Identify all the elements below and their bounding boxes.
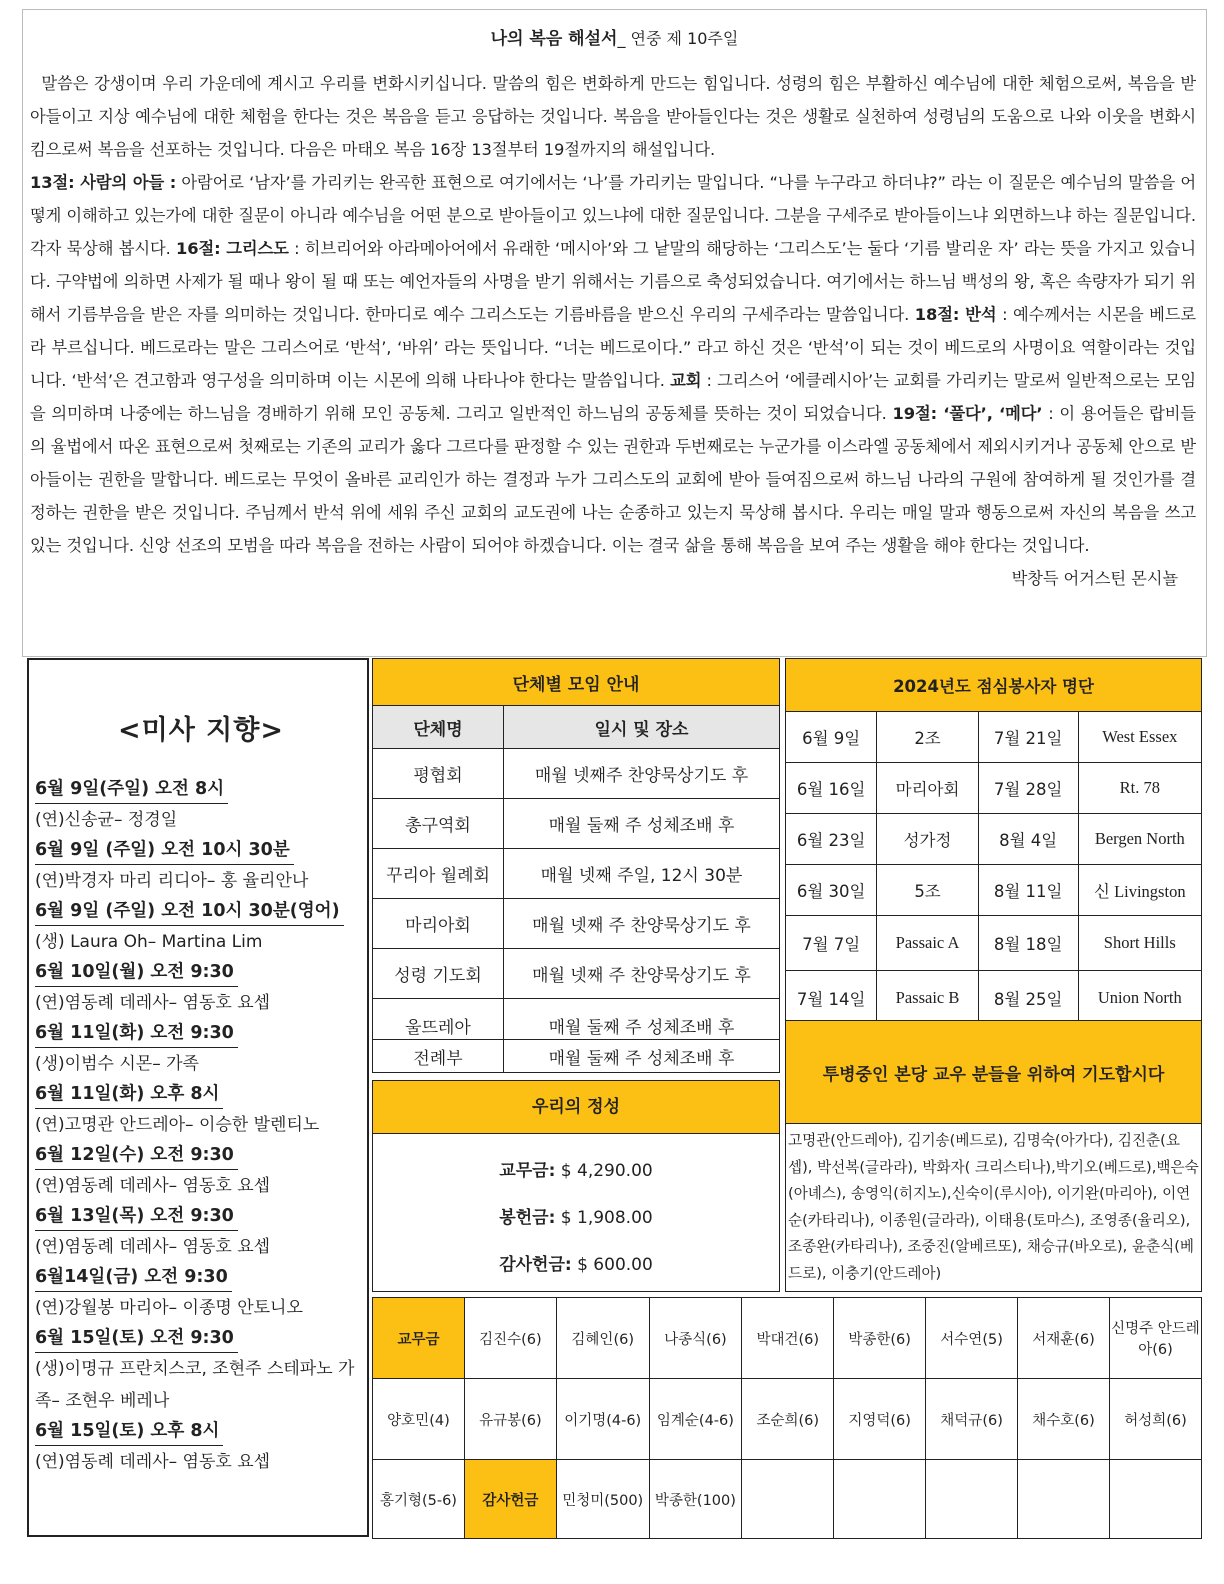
group-name: 총구역회 xyxy=(373,799,504,849)
mass-date: 6월 9일 (주일) 오전 10시 30분(영어) xyxy=(35,897,344,926)
donor-cell: 지영덕(6) xyxy=(834,1379,926,1460)
donor-cell xyxy=(926,1460,1018,1539)
offering-title: 우리의 정성 xyxy=(373,1081,779,1134)
group-row xyxy=(373,999,780,1040)
offering-amount: $ 600.00 xyxy=(571,1255,653,1275)
church-label: 교회 xyxy=(670,371,702,390)
offering-line xyxy=(373,1156,779,1181)
mass-intention: (생)이범수 시몬– 가족 xyxy=(35,1054,199,1074)
mass-intention: (연)염동례 데레사– 염동호 요셉 xyxy=(35,1237,271,1257)
lunch-cell: 7월 7일 xyxy=(786,916,877,971)
lunch-row xyxy=(786,763,1202,814)
donor-cell: 채덕규(6) xyxy=(926,1379,1018,1460)
mass-entry xyxy=(35,1324,367,1417)
donor-cell xyxy=(1018,1460,1110,1539)
group-name: 전례부 xyxy=(373,1040,504,1073)
offering-label: 교무금: xyxy=(499,1161,556,1181)
offering-label: 감사헌금: xyxy=(499,1255,572,1275)
mass-entry xyxy=(35,1202,367,1263)
group-row xyxy=(373,749,780,799)
lunch-cell: 7월 14일 xyxy=(786,971,877,1026)
group-name: 꾸리아 월례회 xyxy=(373,849,504,899)
mass-entry xyxy=(35,1080,367,1141)
verse-16-text: : 히브리어와 아라메아어에서 유래한 ‘메시아’와 그 낱말의 해당하는 ‘그리스도’는 둘다 ‘기름 발리운 자’ 라는 뜻을 가지고 있습니다. 구약법에 의하면 사제가 될 때나 왕이 될 때 또는 예언자들의 사명을 받기 위해서는 기름으로 축성되었습니다. 여기에서는 하느님 백성의 왕, 혹은 속량자가 되기 위해서 기름부음을 받은 자를 의미하는 것입니다. 한마디로 예수 그리스도는 기름바름을 받으신 우리의 구세주라는 말씀입니다. xyxy=(30,239,1196,324)
lunch-cell: Passaic A xyxy=(877,916,978,971)
group-time: 매월 넷째 주 찬양묵상기도 후 xyxy=(504,949,780,999)
donor-cell: 박종한(6) xyxy=(834,1298,926,1379)
lunch-cell: Passaic B xyxy=(877,971,978,1026)
verse-19-label: 19절: ‘풀다’, ‘메다’ xyxy=(892,404,1043,423)
donor-cell: 허성희(6) xyxy=(1109,1379,1201,1460)
mass-entry xyxy=(35,897,367,958)
mass-date: 6월 11일(화) 오후 8시 xyxy=(35,1080,223,1109)
group-time: 매월 넷째주 찬양묵상기도 후 xyxy=(504,749,780,799)
mass-intention: (연)강월봉 마리아– 이종명 안토니오 xyxy=(35,1298,303,1318)
donor-cell: 나종식(6) xyxy=(649,1298,742,1379)
lunch-cell: 7월 21일 xyxy=(978,712,1078,763)
mass-entry xyxy=(35,1263,367,1324)
mass-entry xyxy=(35,1019,367,1080)
donor-cell: 박대건(6) xyxy=(742,1298,834,1379)
verse-13-text: 아람어로 ‘남자’를 가리키는 완곡한 표현으로 여기에서는 ‘나’를 가리키는 말입니다. “나를 누구라고 하더냐?” 라는 이 질문은 예수님의 말씀을 어떻게 이해하고 있는가에 대한 질문이 아니라 예수님을 어떤 분으로 받아들이고 있느냐에 대한 질문입니다. 그분을 구세주로 받아들이느냐 외면하느냐 하는 질문입니다. 각자 묵상해 봅시다. xyxy=(30,173,1196,258)
commentary-title-line xyxy=(23,24,1206,49)
donor-category-label: 감사헌금 xyxy=(464,1460,556,1539)
mass-date: 6월 15일(토) 오전 9:30 xyxy=(35,1324,238,1353)
prayer-title: 투병중인 본당 교우 분들을 위하여 기도합시다 xyxy=(786,1021,1201,1124)
mass-intention: (연)염동례 데레사– 염동호 요셉 xyxy=(35,1452,271,1472)
commentary-verses xyxy=(30,166,1197,588)
donor-cell xyxy=(742,1460,834,1539)
lunch-cell: 6월 16일 xyxy=(786,763,877,814)
mass-date: 6월 9일 (주일) 오전 10시 30분 xyxy=(35,836,294,865)
donor-cell: 홍기형(5-6) xyxy=(373,1460,465,1539)
offering-box xyxy=(372,1080,780,1292)
lunch-cell: 신 Livingston xyxy=(1078,865,1201,916)
verse-13-label: 13절: 사람의 아들 : xyxy=(30,173,177,192)
offering-lines xyxy=(373,1156,779,1275)
commentary-body xyxy=(30,67,1197,588)
mass-date: 6월 15일(토) 오후 8시 xyxy=(35,1417,223,1446)
verse-19-text: : 이 용어들은 랍비들의 율법에서 따온 표현으로써 첫째로는 기존의 교리가 옳다 그르다를 판정할 수 있는 권한과 두번째로는 누군가를 이스라엘 공동체에서 제외시키거나 공동체 안으로 받아들이는 권한을 말합니다. 베드로는 무엇이 올바른 교리인가 하는 결정과 누가 그리스도의 교회에 받아 들여짐으로써 하느님 나라의 구원에 참여하게 될 것인가를 결정하는 권한을 받은 것입니다. 주님께서 반석 위에 세워 주신 교회의 교도권에 나는 순종하고 있는지 묵상해 봅시다. 우리는 매일 말과 행동으로써 자신의 복음을 쓰고 있는 것입니다. 신앙 선조의 모범을 따라 복음을 전하는 사람이 되어야 하겠습니다. 이는 결국 삶을 통해 복음을 보여 주는 생활을 해야 한다는 것입니다. xyxy=(30,404,1196,555)
commentary-title: 나의 복음 해설서 xyxy=(490,29,618,49)
lunch-cell: 6월 9일 xyxy=(786,712,877,763)
donor-cell: 유규봉(6) xyxy=(464,1379,556,1460)
donor-cell: 조순희(6) xyxy=(742,1379,834,1460)
mass-entry xyxy=(35,1141,367,1202)
mass-intention: (연)염동례 데레사– 염동호 요셉 xyxy=(35,993,271,1013)
offering-line xyxy=(373,1203,779,1228)
lunch-cell: 6월 23일 xyxy=(786,814,877,865)
mass-entry xyxy=(35,1417,367,1478)
donor-cell: 박종한(100) xyxy=(649,1460,742,1539)
group-name: 울뜨레아 xyxy=(373,999,504,1040)
mass-title: <미사 지향> xyxy=(118,715,284,746)
commentary-subtitle: _ 연중 제 10주일 xyxy=(617,29,739,48)
donor-cell: 김진수(6) xyxy=(464,1298,556,1379)
group-name: 성령 기도회 xyxy=(373,949,504,999)
lunch-cell: Rt. 78 xyxy=(1078,763,1201,814)
group-time: 매월 둘째 주 성체조배 후 xyxy=(504,799,780,849)
lunch-row xyxy=(786,865,1202,916)
gospel-commentary xyxy=(22,9,1207,657)
verse-18-text: : 예수께서는 시몬을 베드로라 부르십니다. 베드로라는 말은 그리스어로 ‘반석’, ‘바위’ 라는 뜻입니다. “너는 베드로이다.” 라고 하신 것은 ‘반석’이 되는 것이 베드로의 사명이요 역할이라는 것입니다. ‘반석’은 견고함과 영구성을 의미하며 이는 시몬에 의해 나타나야 한다는 말씀입니다. xyxy=(30,305,1197,390)
mass-intention: (연)신송균– 정경일 xyxy=(35,810,178,830)
group-meetings-table xyxy=(372,658,780,1073)
lunch-row xyxy=(786,916,1202,971)
groups-body xyxy=(373,749,780,1073)
donor-cell: 서수연(5) xyxy=(926,1298,1018,1379)
lunch-title: 2024년도 점심봉사자 명단 xyxy=(786,659,1202,712)
offering-amount: $ 4,290.00 xyxy=(555,1161,653,1181)
lunch-cell: 5조 xyxy=(877,865,978,916)
mass-intention: (연)박경자 마리 리디아– 홍 율리안나 xyxy=(35,871,309,891)
mass-intention: (생)이명규 프란치스코, 조현주 스테파노 가족– 조현우 베레나 xyxy=(35,1359,355,1411)
donor-row xyxy=(373,1379,1202,1460)
group-time: 매월 넷째 주일, 12시 30분 xyxy=(504,849,780,899)
offering-label: 봉헌금: xyxy=(499,1208,556,1228)
lunch-cell: 8월 4일 xyxy=(978,814,1078,865)
groups-col-name: 단체명 xyxy=(373,706,504,749)
church-text: : 그리스어 ‘에클레시아’는 교회를 가리키는 말로써 일반적으로는 모임을 의미하며 나중에는 하느님을 경배하기 위해 모인 공동체. 그리고 일반적인 하느님의 공동체를 뜻하는 것이 되었습니다. xyxy=(30,371,1197,423)
mass-intention: (연)고명관 안드레아– 이승한 발렌티노 xyxy=(35,1115,320,1135)
lunch-volunteers-table xyxy=(785,658,1202,1026)
mass-date: 6월 11일(화) 오전 9:30 xyxy=(35,1019,238,1048)
lunch-cell: West Essex xyxy=(1078,712,1201,763)
mass-date: 6월 13일(목) 오전 9:30 xyxy=(35,1202,238,1231)
lunch-cell: 6월 30일 xyxy=(786,865,877,916)
donor-row xyxy=(373,1460,1202,1539)
lunch-row xyxy=(786,814,1202,865)
mass-date: 6월 9일(주일) 오전 8시 xyxy=(35,775,228,804)
mass-date: 6월14일(금) 오전 9:30 xyxy=(35,1263,232,1292)
mass-list xyxy=(35,775,367,1478)
offering-amount: $ 1,908.00 xyxy=(555,1208,653,1228)
mass-date: 6월 12일(수) 오전 9:30 xyxy=(35,1141,238,1170)
donor-category-label: 교무금 xyxy=(373,1298,465,1379)
mass-intention: (생) Laura Oh– Martina Lim xyxy=(35,932,263,952)
group-row xyxy=(373,1040,780,1073)
group-row xyxy=(373,899,780,949)
commentary-author: 박창득 어거스틴 몬시뇰 xyxy=(1011,569,1178,588)
donor-cell: 민청미(500) xyxy=(556,1460,649,1539)
lunch-body xyxy=(786,712,1202,1026)
lunch-row xyxy=(786,971,1202,1026)
prayer-box xyxy=(785,1020,1202,1292)
group-row xyxy=(373,949,780,999)
group-time: 매월 둘째 주 성체조배 후 xyxy=(504,1040,780,1073)
commentary-intro: 말씀은 강생이며 우리 가운데에 계시고 우리를 변화시키십니다. 말씀의 힘은 변화하게 만드는 힘입니다. 성령의 힘은 부활하신 예수님에 대한 체험으로써, 복음을 받아들이고 지상 예수님에 대한 체험을 한다는 것은 복음을 듣고 응답하는 것입니다. 복음을 받아들인다는 것은 생활로 실천하여 성령님의 도움으로 나와 이웃을 변화시킴으로써 복음을 선포하는 것입니다. 다음은 마태오 복음 16장 13절부터 19절까지의 해설입니다. xyxy=(30,74,1197,159)
group-row xyxy=(373,849,780,899)
lunch-cell: 7월 28일 xyxy=(978,763,1078,814)
lunch-cell: 8월 18일 xyxy=(978,916,1078,971)
lunch-cell: 마리아회 xyxy=(877,763,978,814)
lunch-cell: 성가정 xyxy=(877,814,978,865)
donor-cell: 서재훈(6) xyxy=(1018,1298,1110,1379)
group-name: 평협회 xyxy=(373,749,504,799)
lunch-cell: Short Hills xyxy=(1078,916,1201,971)
donor-cell: 양호민(4) xyxy=(373,1379,465,1460)
donor-cell: 이기명(4-6) xyxy=(556,1379,649,1460)
verse-16-label: 16절: 그리스도 xyxy=(175,239,289,258)
verse-18-label: 18절: 반석 xyxy=(914,305,997,324)
group-time: 매월 둘째 주 성체조배 후 xyxy=(504,999,780,1040)
donors-table xyxy=(372,1297,1202,1539)
mass-entry xyxy=(35,775,367,836)
group-time: 매월 넷째 주 찬양묵상기도 후 xyxy=(504,899,780,949)
lunch-cell: Bergen North xyxy=(1078,814,1201,865)
donors-body xyxy=(373,1298,1202,1539)
donor-cell: 신명주 안드레아(6) xyxy=(1109,1298,1201,1379)
donor-cell xyxy=(1109,1460,1201,1539)
donor-cell: 김혜인(6) xyxy=(556,1298,649,1379)
mass-entry xyxy=(35,958,367,1019)
donor-cell: 임계순(4-6) xyxy=(649,1379,742,1460)
mass-intention: (연)염동례 데레사– 염동호 요셉 xyxy=(35,1176,271,1196)
prayer-names: 고명관(안드레아), 김기송(베드로), 김명숙(아가다), 김진춘(요셉), 박선복(글라라), 박화자( 크리스티나),박기오(베드로),백은숙(아녜스), 송영익(히지노),신숙이(루시아), 이기완(마리아), 이연순(카타리나), 이종원(글라라), 이태용(토마스), 조영종(율리오), 조종완(카타리나), 조중진(알베르또), 채승규(바오로), 윤춘식(베드로), 이충기(안드레아) xyxy=(788,1132,1199,1282)
lunch-cell: Union North xyxy=(1078,971,1201,1026)
donor-cell xyxy=(834,1460,926,1539)
groups-col-time: 일시 및 장소 xyxy=(504,706,780,749)
group-name: 마리아회 xyxy=(373,899,504,949)
donor-cell: 채수호(6) xyxy=(1018,1379,1110,1460)
lunch-cell: 8월 25일 xyxy=(978,971,1078,1026)
lunch-cell: 2조 xyxy=(877,712,978,763)
groups-title: 단체별 모임 안내 xyxy=(373,659,780,706)
mass-date: 6월 10일(월) 오전 9:30 xyxy=(35,958,238,987)
donor-row xyxy=(373,1298,1202,1379)
mass-intentions xyxy=(27,658,369,1537)
mass-entry xyxy=(35,836,367,897)
lunch-cell: 8월 11일 xyxy=(978,865,1078,916)
offering-line xyxy=(373,1250,779,1275)
group-row xyxy=(373,799,780,849)
lunch-row xyxy=(786,712,1202,763)
